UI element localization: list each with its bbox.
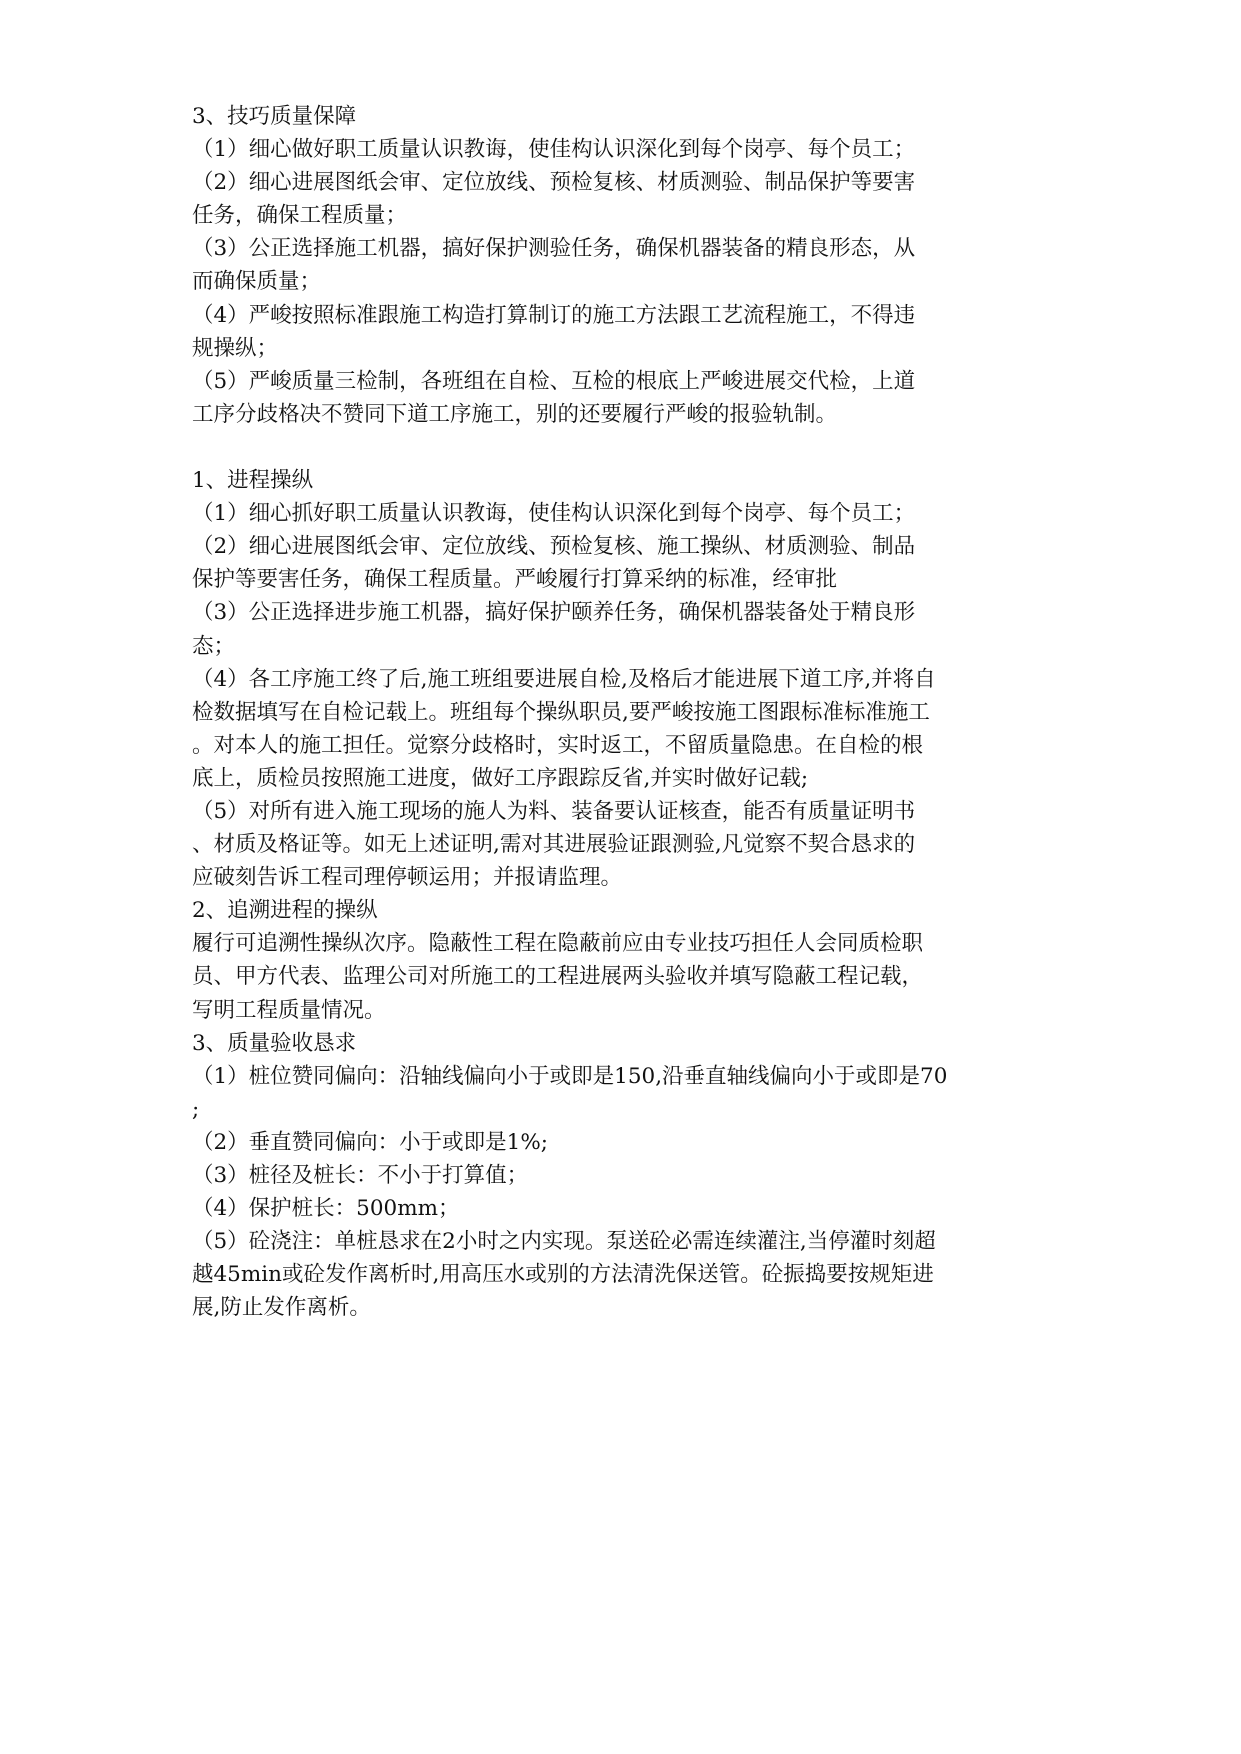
text-line: 工序分歧格决不赞同下道工序施工，别的还要履行严峻的报验轨制。 — [192, 401, 838, 427]
text-line: （2）细心进展图纸会审、定位放线、预检复核、材质测验、制品保护等要害 — [192, 170, 916, 196]
text-line: （3）公正选择施工机器，搞好保护测验任务，确保机器装备的精良形态，从 — [192, 236, 916, 262]
text-line: 应破刻告诉工程司理停顿运用；并报请监理。 — [192, 865, 623, 891]
section-heading: 1、进程操纵 — [192, 468, 314, 494]
text-line: 展,防止发作离析。 — [192, 1295, 371, 1321]
text-line: （5）对所有进入施工现场的施人为料、装备要认证核查，能否有质量证明书 — [192, 798, 916, 824]
text-line: 态； — [192, 633, 236, 659]
text-line: 而确保质量； — [192, 269, 322, 295]
text-line: 。对本人的施工担任。觉察分歧格时，实时返工，不留质量隐患。在自检的根 — [192, 732, 924, 758]
text-line: 检数据填写在自检记载上。班组每个操纵职员,要严峻按施工图跟标准标准施工 — [192, 699, 930, 725]
text-line: 底上，质检员按照施工进度，做好工序跟踪反省,并实时做好记载; — [192, 765, 809, 791]
text-line: （5）砼浇注：单桩恳求在2小时之内实现。泵送砼必需连续灌注,当停灌时刻超 — [192, 1229, 936, 1255]
section-heading: 3、质量验收恳求 — [192, 1030, 357, 1056]
text-line: （1）细心抓好职工质量认识教诲，使佳构认识深化到每个岗亭、每个员工； — [192, 501, 916, 527]
text-line: 越45min或砼发作离析时,用高压水或别的方法清洗保送管。砼振捣要按规矩进 — [192, 1262, 934, 1288]
text-line: （2）垂直赞同偏向：小于或即是1%; — [192, 1129, 549, 1155]
text-line: 规操纵； — [192, 335, 279, 361]
text-line: 任务，确保工程质量； — [192, 203, 408, 229]
section-heading: 3、技巧质量保障 — [192, 104, 357, 129]
text-line: ; — [192, 1096, 200, 1122]
text-line: 、材质及格证等。如无上述证明,需对其进展验证跟测验,凡觉察不契合恳求的 — [192, 832, 916, 858]
text-line: （4）保护桩长：500mm； — [192, 1196, 460, 1222]
text-line: （1）细心做好职工质量认识教诲，使佳构认识深化到每个岗亭、每个员工； — [192, 137, 916, 163]
text-line: （1）桩位赞同偏向：沿轴线偏向小于或即是150,沿垂直轴线偏向小于或即是70 — [192, 1063, 948, 1089]
text-line: 履行可追溯性操纵次序。隐蔽性工程在隐蔽前应由专业技巧担任人会同质检职 — [192, 931, 924, 957]
text-line: （2）细心进展图纸会审、定位放线、预检复核、施工操纵、材质测验、制品 — [192, 534, 916, 560]
text-line: 员、甲方代表、监理公司对所施工的工程进展两头验收并填写隐蔽工程记载， — [192, 964, 924, 990]
text-line: （3）桩径及桩长：不小于打算值； — [192, 1163, 529, 1188]
document-body — [192, 100, 1052, 1324]
section-heading: 2、追溯进程的操纵 — [192, 898, 378, 924]
text-line: （3）公正选择进步施工机器，搞好保护颐养任务，确保机器装备处于精良形 — [192, 600, 916, 626]
text-line: 保护等要害任务，确保工程质量。严峻履行打算采纳的标准，经审批 — [192, 567, 838, 593]
paragraph-gap — [192, 431, 1052, 464]
text-line: 写明工程质量情况。 — [192, 997, 386, 1023]
text-line: （4）严峻按照标准跟施工构造打算制订的施工方法跟工艺流程施工，不得违 — [192, 302, 916, 328]
text-line: （4）各工序施工终了后,施工班组要进展自检,及格后才能进展下道工序,并将自 — [192, 666, 936, 692]
text-line: （5）严峻质量三检制，各班组在自检、互检的根底上严峻进展交代检，上道 — [192, 368, 916, 394]
